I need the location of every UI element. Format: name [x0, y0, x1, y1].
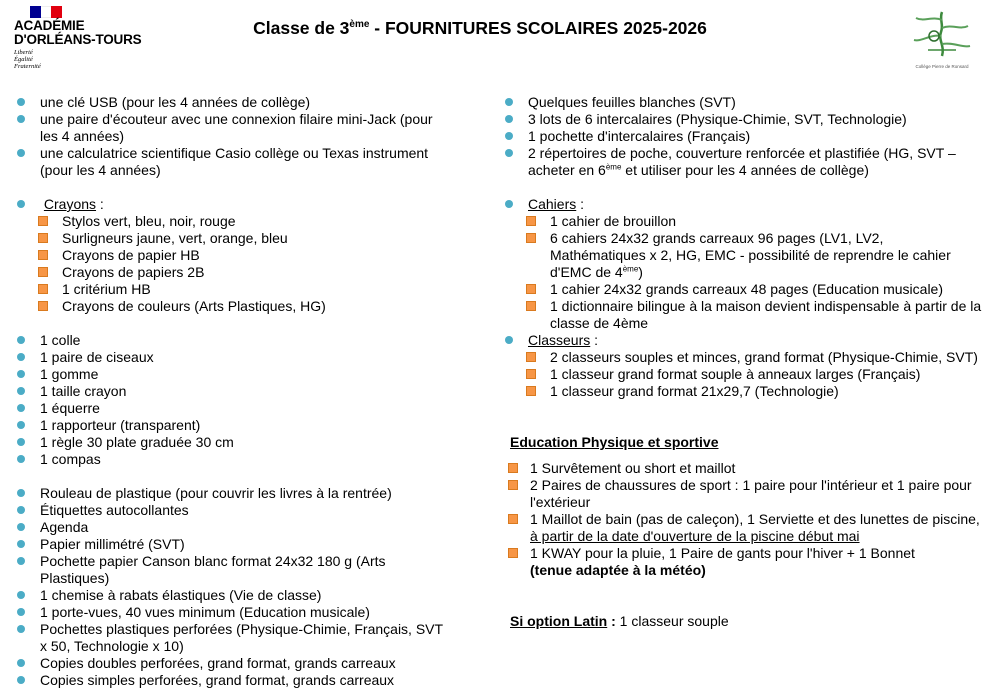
- list-item: 1 pochette d'intercalaires (Français): [504, 128, 982, 145]
- section-crayons: Crayons :: [16, 196, 448, 213]
- list-item: 1 chemise à rabats élastiques (Vie de classe): [16, 587, 448, 604]
- square-bullet-icon: [38, 233, 48, 243]
- list-subitem: 1 cahier de brouillon: [504, 213, 982, 230]
- list-subitem: Surligneurs jaune, vert, orange, bleu: [16, 230, 448, 247]
- list-item: Quelques feuilles blanches (SVT): [504, 94, 982, 111]
- list-subitem: 1 critérium HB: [16, 281, 448, 298]
- list-item: 1 paire de ciseaux: [16, 349, 448, 366]
- square-bullet-icon: [526, 233, 536, 243]
- list-item: Pochette papier Canson blanc format 24x32 180 g (Arts Plastiques): [16, 553, 448, 587]
- bullet-icon: [504, 111, 528, 128]
- square-bullet-icon: [526, 216, 536, 226]
- bullet-icon: [16, 94, 40, 111]
- list-item: une calculatrice scientifique Casio collège ou Texas instrument (pour les 4 années): [16, 145, 448, 179]
- list-subitem: Crayons de couleurs (Arts Plastiques, HG): [16, 298, 448, 315]
- square-bullet-icon: [526, 301, 536, 311]
- list-subitem: Crayons de papier HB: [16, 247, 448, 264]
- latin-option: Si option Latin : 1 classeur souple: [510, 613, 729, 629]
- sport-item: 1 Maillot de bain (pas de caleçon), 1 Serviette et des lunettes de piscine, à partir de la date d'ouverture de la piscine début mai: [504, 511, 982, 545]
- list-subitem: 1 classeur grand format souple à anneaux larges (Français): [504, 366, 982, 383]
- section-cahiers: Cahiers :: [504, 196, 982, 213]
- square-bullet-icon: [526, 284, 536, 294]
- list-item: Copies doubles perforées, grand format, grands carreaux: [16, 655, 448, 672]
- sport-item: 1 KWAY pour la pluie, 1 Paire de gants pour l'hiver + 1 Bonnet (tenue adaptée à la météo): [504, 545, 982, 579]
- square-bullet-icon: [526, 352, 536, 362]
- list-item: Copies simples perforées, grand format, grands carreaux: [16, 672, 448, 689]
- list-item: Agenda: [16, 519, 448, 536]
- list-item: 1 porte-vues, 40 vues minimum (Education musicale): [16, 604, 448, 621]
- list-item: 1 gomme: [16, 366, 448, 383]
- logo-motto: Liberté Égalité Fraternité: [14, 49, 41, 70]
- bullet-icon: [16, 400, 40, 417]
- square-bullet-icon: [38, 267, 48, 277]
- bullet-icon: [16, 366, 40, 383]
- bullet-icon: [16, 383, 40, 400]
- bullet-icon: [504, 196, 528, 213]
- bullet-icon: [504, 332, 528, 349]
- bullet-icon: [16, 672, 40, 689]
- list-item: 3 lots de 6 intercalaires (Physique-Chimie, SVT, Technologie): [504, 111, 982, 128]
- list-item: une clé USB (pour les 4 années de collège): [16, 94, 448, 111]
- list-subitem: 1 dictionnaire bilingue à la maison devient indispensable à partir de la classe de 4ème: [504, 298, 982, 332]
- section-classeurs: Classeurs :: [504, 332, 982, 349]
- sport-section-title: Education Physique et sportive: [510, 434, 719, 450]
- list-item: 1 colle: [16, 332, 448, 349]
- bullet-icon: [16, 655, 40, 672]
- square-bullet-icon: [38, 301, 48, 311]
- list-subitem: Stylos vert, bleu, noir, rouge: [16, 213, 448, 230]
- logo-line-2: D'ORLÉANS-TOURS: [14, 32, 142, 47]
- bullet-icon: [504, 94, 528, 111]
- list-subitem: 2 classeurs souples et minces, grand format (Physique-Chimie, SVT): [504, 349, 982, 366]
- svg-text:Collège Pierre de Ronsard: Collège Pierre de Ronsard: [915, 64, 969, 69]
- square-bullet-icon: [508, 548, 518, 558]
- bullet-icon: [16, 502, 40, 519]
- square-bullet-icon: [508, 480, 518, 490]
- bullet-icon: [16, 621, 40, 638]
- list-item: 1 taille crayon: [16, 383, 448, 400]
- list-item: Étiquettes autocollantes: [16, 502, 448, 519]
- bullet-icon: [16, 604, 40, 621]
- bullet-icon: [16, 553, 40, 570]
- list-subitem: 1 cahier 24x32 grands carreaux 48 pages (Education musicale): [504, 281, 982, 298]
- bullet-icon: [16, 145, 40, 162]
- square-bullet-icon: [508, 463, 518, 473]
- french-flag-icon: [30, 6, 62, 18]
- square-bullet-icon: [38, 284, 48, 294]
- bullet-icon: [16, 417, 40, 434]
- bullet-icon: [16, 111, 40, 128]
- list-item: une paire d'écouteur avec une connexion filaire mini-Jack (pour les 4 années): [16, 111, 448, 145]
- list-item: Papier millimétré (SVT): [16, 536, 448, 553]
- square-bullet-icon: [526, 369, 536, 379]
- bullet-icon: [504, 128, 528, 145]
- bullet-icon: [16, 434, 40, 451]
- square-bullet-icon: [38, 250, 48, 260]
- bullet-icon: [16, 451, 40, 468]
- square-bullet-icon: [38, 216, 48, 226]
- bullet-icon: [504, 145, 528, 162]
- bullet-icon: [16, 332, 40, 349]
- bullet-icon: [16, 536, 40, 553]
- list-item: 1 règle 30 plate graduée 30 cm: [16, 434, 448, 451]
- logo-line-1: ACADÉMIE: [14, 18, 85, 33]
- sport-item: 1 Survêtement ou short et maillot: [504, 460, 982, 477]
- bullet-icon: [16, 196, 40, 213]
- academie-logo: [14, 6, 144, 76]
- list-item: 1 équerre: [16, 400, 448, 417]
- bullet-icon: [16, 485, 40, 502]
- bullet-icon: [16, 349, 40, 366]
- list-item: 1 rapporteur (transparent): [16, 417, 448, 434]
- list-item: 1 compas: [16, 451, 448, 468]
- list-item: Pochettes plastiques perforées (Physique-Chimie, Français, SVT x 50, Technologie x 10): [16, 621, 448, 655]
- list-subitem: 1 classeur grand format 21x29,7 (Technologie): [504, 383, 982, 400]
- list-subitem: Crayons de papiers 2B: [16, 264, 448, 281]
- square-bullet-icon: [526, 386, 536, 396]
- left-column: [16, 94, 448, 689]
- page-title: Classe de 3ème - FOURNITURES SCOLAIRES 2025-2026: [253, 18, 707, 38]
- college-emblem-icon: [908, 6, 976, 72]
- bullet-icon: [16, 587, 40, 604]
- square-bullet-icon: [508, 514, 518, 524]
- list-item: Rouleau de plastique (pour couvrir les livres à la rentrée): [16, 485, 448, 502]
- list-subitem: 6 cahiers 24x32 grands carreaux 96 pages (LV1, LV2, Mathématiques x 2, HG, EMC - possibilité de reprendre le cahier d'EMC de 4ème): [504, 230, 982, 281]
- sport-item: 2 Paires de chaussures de sport : 1 paire pour l'intérieur et 1 paire pour l'extérieur: [504, 477, 982, 511]
- right-column: [504, 94, 982, 630]
- list-item: 2 répertoires de poche, couverture renforcée et plastifiée (HG, SVT – acheter en 6ème et utiliser pour les 4 années de collège): [504, 145, 982, 179]
- bullet-icon: [16, 519, 40, 536]
